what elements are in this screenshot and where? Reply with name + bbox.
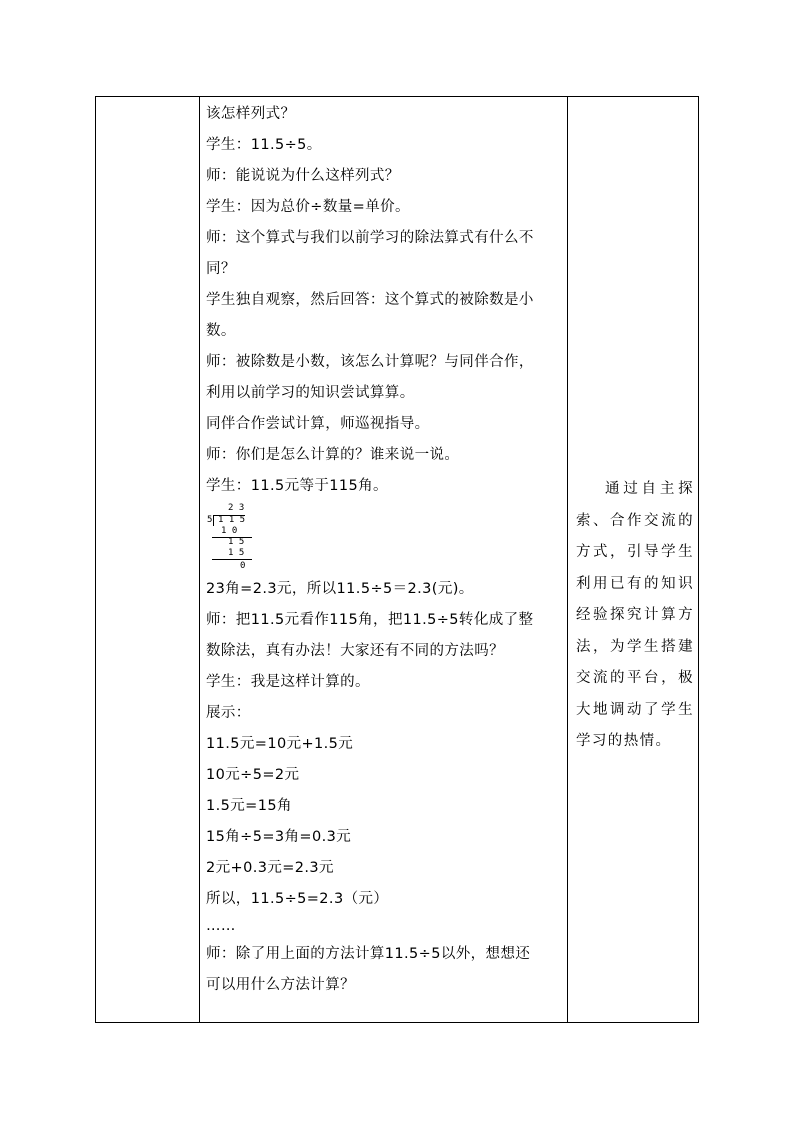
text-line: 同？ [206, 261, 236, 277]
text-line: 23角=2.3元，所以11.5÷5＝2.3(元)。 [206, 581, 474, 597]
text-line: 师：你们是怎么计算的？谁来说一说。 [206, 447, 460, 463]
text-line: 利用以前学习的知识尝试算算。 [206, 385, 415, 401]
text-line: 同伴合作尝试计算，师巡视指导。 [206, 416, 430, 432]
division-remainder: 1 5 [228, 537, 245, 547]
long-division [206, 502, 266, 574]
teaching-process-column [206, 99, 568, 1001]
text-line: 2元+0.3元=2.3元 [206, 860, 334, 876]
text-line: …… [206, 918, 236, 934]
text-line: 该怎样列式？ [206, 106, 296, 122]
division-remainder: 0 [240, 561, 246, 571]
text-line: 学生：11.5÷5。 [206, 137, 322, 153]
text-line: 数除法，真有办法！大家还有不同的方法吗？ [206, 643, 504, 659]
text-line: 学生：我是这样计算的。 [206, 674, 370, 690]
division-rule [212, 559, 252, 560]
text-line: 学生独自观察，然后回答：这个算式的被除数是小 [206, 292, 534, 308]
division-quotient: 2 3 [228, 503, 245, 513]
text-line: 展示： [206, 705, 251, 721]
design-intent-note: 通过自主探索、合作交流的方式，引导学生利用已有的知识经验探究计算方法，为学生搭建交流的平台，极大地调动了学生学习的热情。 [576, 481, 694, 749]
column-divider [199, 97, 200, 1022]
division-step: 1 0 [221, 526, 238, 536]
text-line: 学生：因为总价÷数量=单价。 [206, 199, 410, 215]
lesson-table [95, 96, 699, 1023]
text-line: 师：把11.5元看作115角，把11.5÷5转化成了整 [206, 612, 534, 628]
division-divisor: 5 [207, 515, 213, 525]
text-line: 师：这个算式与我们以前学习的除法算式有什么不 [206, 230, 534, 246]
text-line: 数。 [206, 323, 236, 339]
text-line: 15角÷5=3角=0.3元 [206, 829, 352, 845]
text-line: 可以用什么方法计算？ [206, 977, 355, 993]
division-bracket [213, 515, 215, 526]
division-step: 1 5 [228, 548, 245, 558]
text-line: 学生：11.5元等于115角。 [206, 478, 388, 494]
text-line: 10元÷5=2元 [206, 767, 300, 783]
text-line: 所以，11.5÷5=2.3（元） [206, 891, 389, 907]
text-line: 11.5元=10元+1.5元 [206, 736, 354, 752]
division-dividend: 1 1 5 [218, 515, 246, 525]
text-line: 1.5元=15角 [206, 798, 292, 814]
text-line: 师：能说说为什么这样列式？ [206, 168, 400, 184]
text-line: 师：除了用上面的方法计算11.5÷5以外，想想还 [206, 946, 531, 962]
text-line: 师：被除数是小数，该怎么计算呢？与同伴合作， [206, 354, 534, 370]
